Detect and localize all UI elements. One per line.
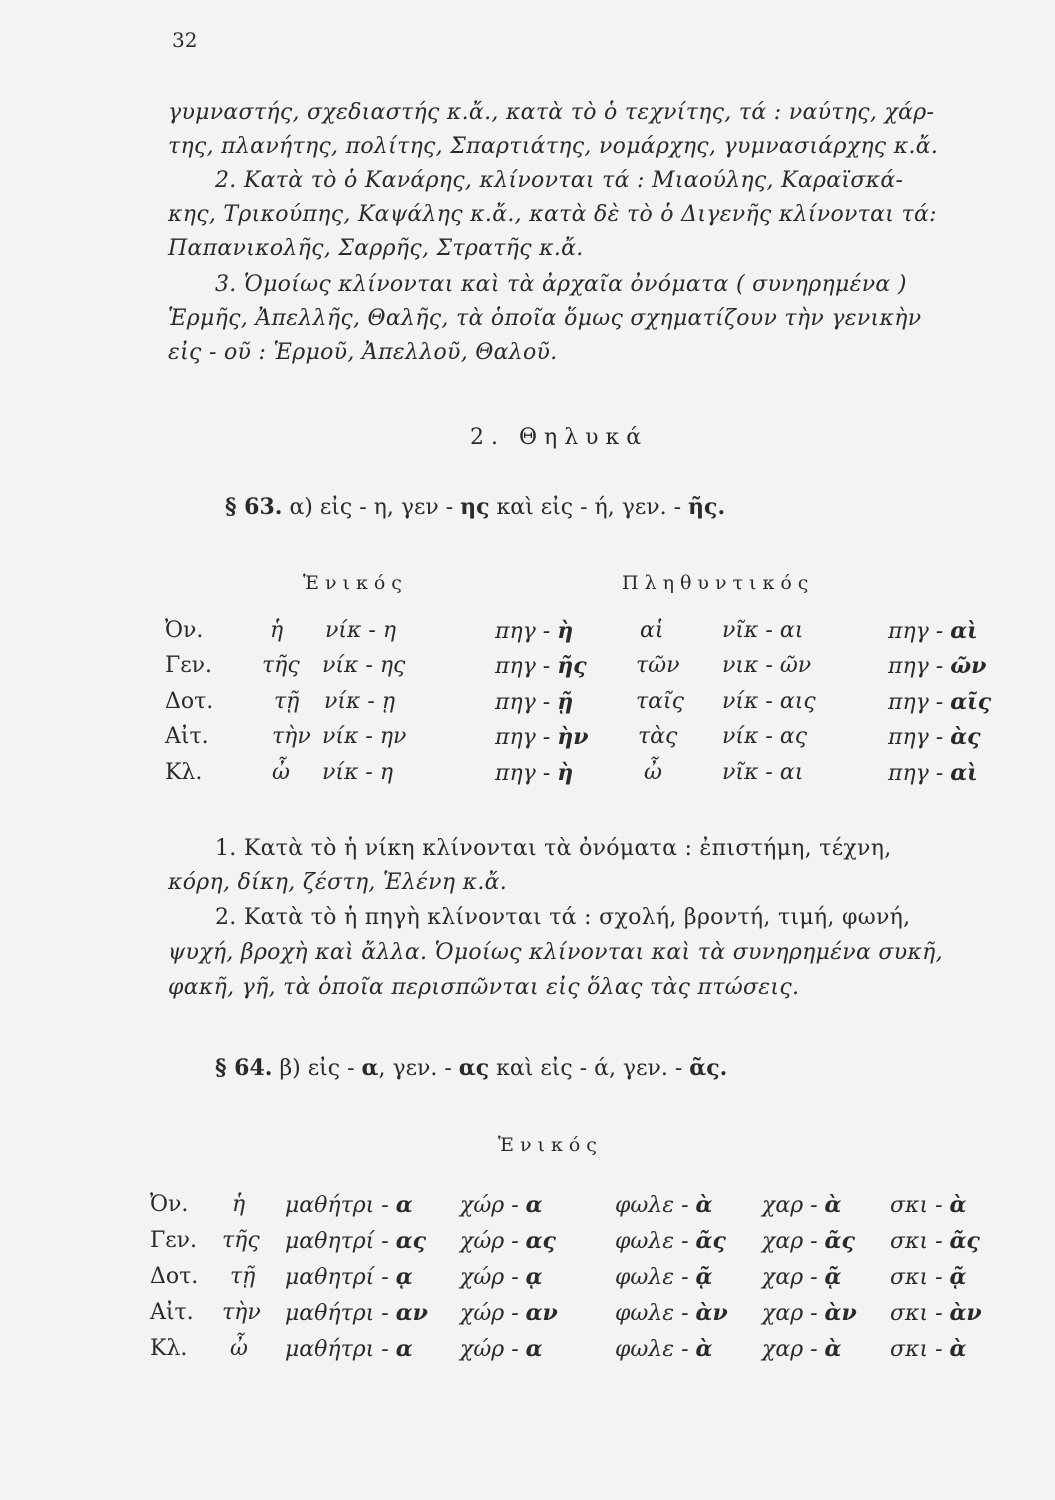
case-label: Κλ. [150,1336,188,1361]
ending: αν [395,1300,428,1326]
form [460,1300,558,1326]
form [285,1264,413,1290]
stem: μαθήτρι - [285,1337,396,1362]
ending: αν [525,1300,558,1326]
stem: πηγ - [888,761,951,786]
article: τῆς [262,653,300,678]
article: τὴν [272,724,311,749]
text-line: κόρη, δίκη, ζέστη, Ἑλένη κ.ἄ. [168,870,508,895]
article: τὴν [222,1300,261,1325]
ending: ᾳ [525,1264,543,1290]
stem: πηγ - [888,619,951,644]
stem: χώρ - [460,1301,526,1326]
ending: ᾶς [695,1228,726,1254]
ending: ὴν [557,724,589,750]
stem: φωλε - [615,1265,696,1290]
rule-ending: ᾶς. [689,1055,728,1081]
form: νικ - ῶν [722,653,812,678]
article: ὦ [272,760,290,785]
form [615,1192,712,1218]
page-number: 32 [172,28,198,52]
stem: χώρ - [460,1265,526,1290]
ending: ὰ [824,1192,842,1218]
article: ὦ [644,760,662,785]
stem: χώρ - [460,1193,526,1218]
text-line: εἰς - οῦ : Ἑρμοῦ, Ἀπελλοῦ, Θαλοῦ. [168,340,558,365]
form [285,1192,413,1218]
stem: χαρ - [762,1265,825,1290]
form [495,618,573,644]
ending: αὶ [950,760,978,786]
ending: αὶ [950,618,978,644]
form: νίκ - η [325,618,397,643]
form [615,1336,712,1362]
text-line: 3. Ὁμοίως κλίνονται καὶ τὰ ἀρχαῖα ὀνόματα ( συνηρημένα ) [215,272,907,297]
case-label: Αἰτ. [165,724,209,749]
stem: φωλε - [615,1301,696,1326]
form [888,653,986,679]
case-label: Αἰτ. [150,1300,194,1325]
form [285,1228,426,1254]
stem: πηγ - [888,725,951,750]
form [285,1336,413,1362]
ending: ὰ [695,1336,713,1362]
form: νίκ - ας [722,724,808,749]
text-line: ψυχή, βροχὴ καὶ ἄλλα. Ὁμοίως κλίνονται καὶ τὰ συνηρημένα συκῆ, [168,940,943,965]
ending: ὰν [824,1300,857,1326]
ending: α [525,1336,543,1362]
stem: σκι - [890,1301,950,1326]
ending: ὰς [950,724,981,750]
ending: αῖς [950,689,992,715]
stem: σκι - [890,1337,950,1362]
form [762,1264,841,1290]
rule-text: β) εἰς - [279,1056,362,1081]
ending: ᾷ [824,1264,842,1290]
stem: χώρ - [460,1229,526,1254]
stem: χαρ - [762,1337,825,1362]
form [495,653,587,679]
form [890,1336,966,1362]
case-label: Κλ. [165,760,203,785]
form [888,724,981,750]
stem: πηγ - [495,619,558,644]
article: τὰς [638,724,678,749]
form [615,1264,712,1290]
stem: πηγ - [888,654,951,679]
form: νίκ - ης [322,653,406,678]
form [762,1228,855,1254]
ending: ὰ [949,1192,967,1218]
form: νίκ - η [322,760,394,785]
text-line: γυμναστής, σχεδιαστής κ.ἄ., κατὰ τὸ ὁ τεχνίτης, τά : ναύτης, χάρ- [168,100,935,125]
article: ταῖς [636,689,684,714]
ending: ὰν [949,1300,982,1326]
text-line: Παπανικολῆς, Σαρρῆς, Στρατῆς κ.ἄ. [168,236,584,261]
form [615,1228,726,1254]
form [890,1192,966,1218]
form [890,1264,966,1290]
form [495,724,588,750]
form [762,1336,841,1362]
stem: πηγ - [888,690,951,715]
ending: ὴ [557,618,574,644]
case-label: Δοτ. [165,689,214,714]
singular-heading: Ἑνικός [498,1134,603,1156]
ending: α [395,1336,413,1362]
stem: σκι - [890,1265,950,1290]
stem: χώρ - [460,1337,526,1362]
form [460,1336,543,1362]
form [888,618,978,644]
rule-marker: § 63. [225,494,283,520]
article: τῆς [222,1228,260,1253]
ending: ὰ [949,1336,967,1362]
ending: ὰ [695,1192,713,1218]
form [888,760,978,786]
ending: ᾶς [949,1228,980,1254]
ending: ὴ [557,760,574,786]
ending: ῆς [557,653,587,679]
rule-ending: ῆς. [688,494,726,520]
form [762,1300,857,1326]
article: ἡ [232,1192,246,1217]
stem: πηγ - [495,725,558,750]
rule-marker: § 64. [215,1055,273,1081]
ending: ας [525,1228,556,1254]
ending: ῇ [557,689,574,715]
form [495,760,573,786]
text-line: 2. Κατὰ τὸ ὁ Κανάρης, κλίνονται τά : Μιαούλης, Καραϊσκά- [215,168,904,193]
ending: α [525,1192,543,1218]
rule-text: καὶ εἰς - ή, γεν. - [489,495,689,520]
form [495,689,573,715]
article: ὦ [230,1336,248,1361]
ending: ῶν [950,653,987,679]
stem: μαθήτρι - [285,1301,396,1326]
stem: πηγ - [495,690,558,715]
case-label: Ὀν. [150,1192,189,1217]
form [888,689,991,715]
ending: ᾶς [824,1228,855,1254]
singular-heading: Ἑνικός [303,572,408,594]
case-label: Δοτ. [150,1264,199,1289]
ending: ὰν [695,1300,728,1326]
article: τῇ [230,1264,256,1289]
form [762,1192,841,1218]
ending: ᾳ [395,1264,413,1290]
case-label: Ὀν. [165,618,204,643]
form [890,1228,980,1254]
section-heading: 2. Θηλυκά [470,425,649,450]
form [460,1264,543,1290]
form [460,1192,543,1218]
form: νῖκ - αι [722,618,804,643]
case-label: Γεν. [150,1228,198,1253]
stem: χαρ - [762,1193,825,1218]
form: νῖκ - αι [722,760,804,785]
text-line: της, πλανήτης, πολίτης, Σπαρτιάτης, νομάρχης, γυμνασιάρχης κ.ἄ. [168,134,939,159]
text-line: Ἑρμῆς, Ἀπελλῆς, Θαλῆς, τὰ ὁποῖα ὅμως σχηματίζουν τὴν γενικὴν [168,306,922,331]
rule-64 [215,1055,727,1081]
rule-ending: α [361,1055,379,1081]
ending: ὰ [824,1336,842,1362]
article: τῇ [274,689,300,714]
stem: φωλε - [615,1193,696,1218]
rule-63 [225,494,725,520]
stem: μαθητρί - [285,1229,396,1254]
article: τῶν [636,653,680,678]
stem: χαρ - [762,1301,825,1326]
ending: ας [395,1228,427,1254]
article: ἡ [270,618,284,643]
rule-text: καὶ εἰς - ά, γεν. - [489,1056,690,1081]
stem: μαθήτρι - [285,1193,396,1218]
form [285,1300,428,1326]
form [460,1228,556,1254]
rule-ending: ης [460,494,490,520]
ending: α [395,1192,413,1218]
stem: σκι - [890,1193,950,1218]
stem: φωλε - [615,1337,696,1362]
rule-ending: ας [458,1055,490,1081]
rule-text: α) εἰς - η, γεν - [289,495,461,520]
stem: πηγ - [495,654,558,679]
article: αἱ [640,618,664,643]
case-label: Γεν. [165,653,213,678]
form: νίκ - αις [722,689,816,714]
text-line: φακῆ, γῆ, τὰ ὁποῖα περισπῶνται εἰς ὅλας τὰς πτώσεις. [168,975,800,1000]
text-line: 1. Κατὰ τὸ ἡ νίκη κλίνονται τὰ ὀνόματα : ἐπιστήμη, τέχνη, [215,836,892,861]
ending: ᾷ [949,1264,967,1290]
stem: φωλε - [615,1229,696,1254]
stem: μαθητρί - [285,1265,396,1290]
form [615,1300,728,1326]
ending: ᾷ [695,1264,713,1290]
form [890,1300,982,1326]
stem: πηγ - [495,761,558,786]
stem: σκι - [890,1229,950,1254]
stem: χαρ - [762,1229,825,1254]
rule-text: , γεν. - [378,1056,459,1081]
form: νίκ - ην [322,724,407,749]
text-line: 2. Κατὰ τὸ ἡ πηγὴ κλίνονται τά : σχολή, βροντή, τιμή, φωνή, [215,905,911,930]
plural-heading: Πληθυντικός [622,572,815,594]
text-line: κης, Τρικούπης, Καψάλης κ.ἄ., κατὰ δὲ τὸ ὁ Διγενῆς κλίνονται τά: [168,202,937,227]
form: νίκ - ῃ [324,689,396,714]
